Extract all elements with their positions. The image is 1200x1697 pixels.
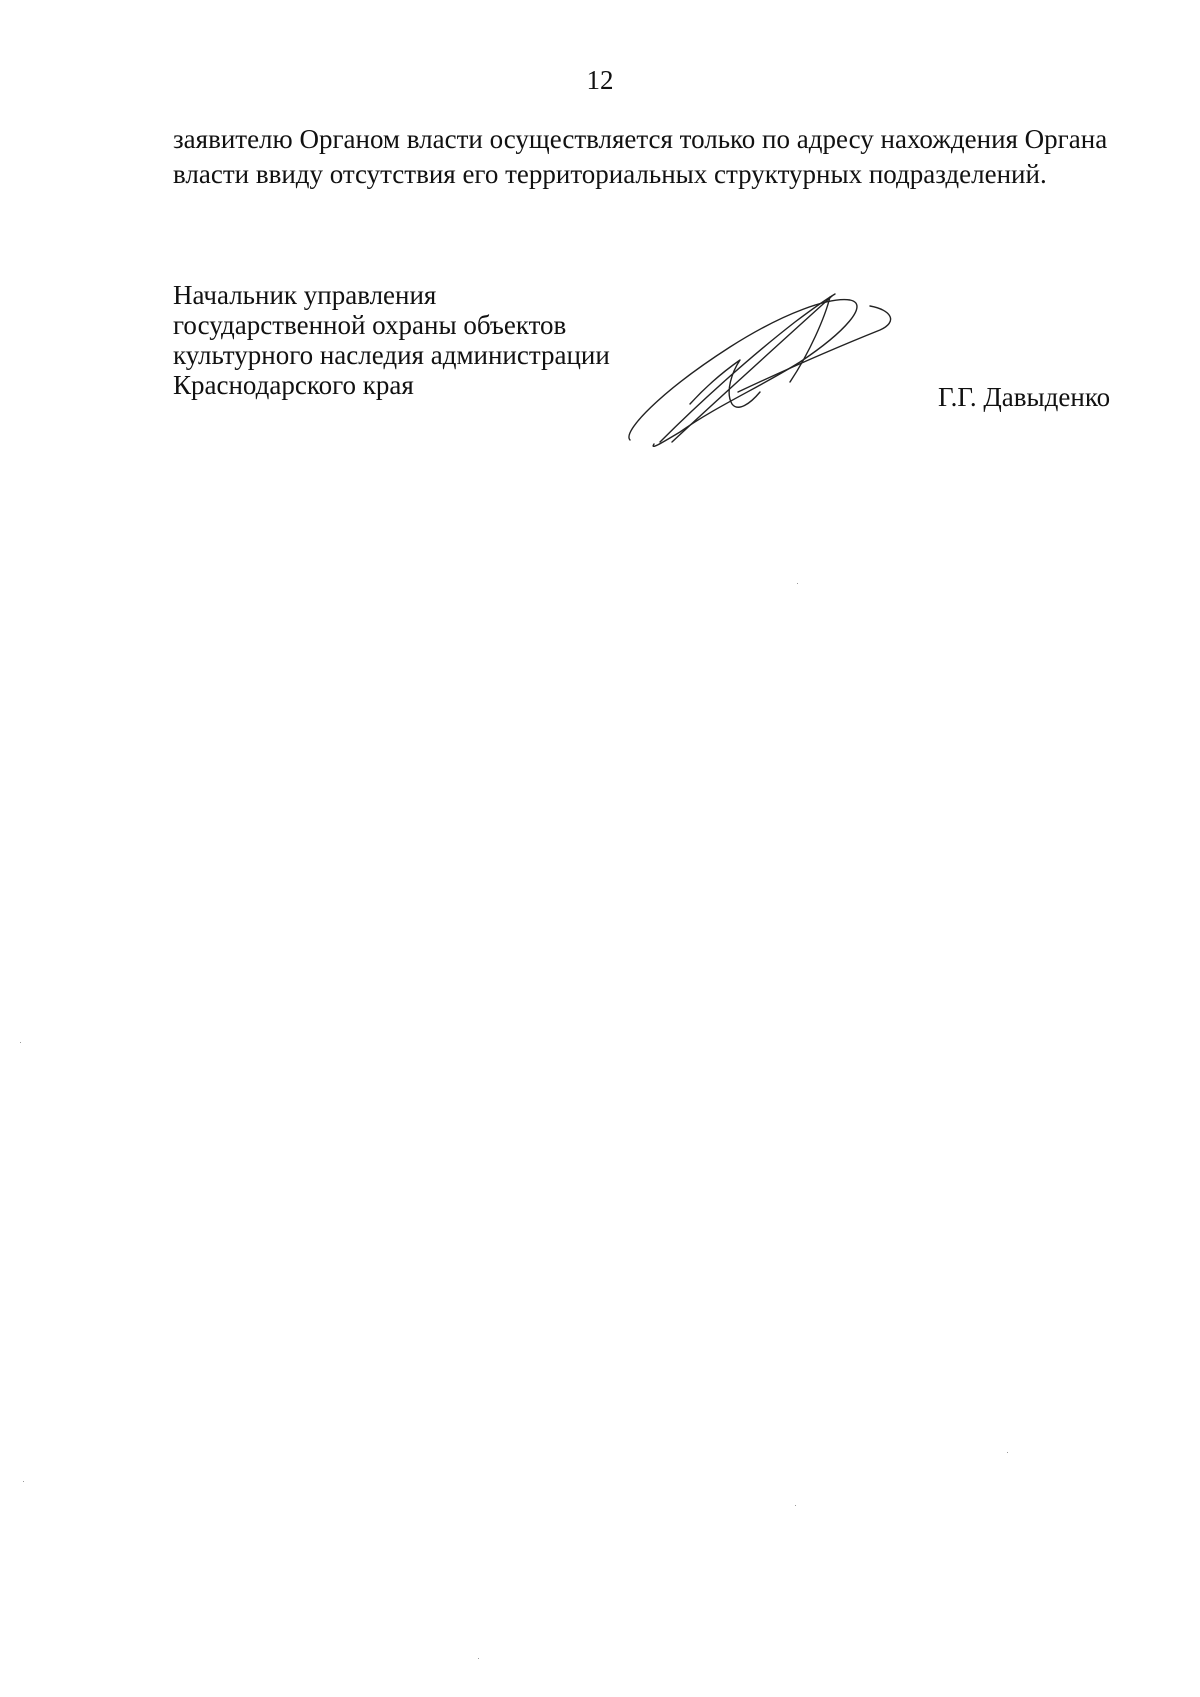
scan-speck	[23, 1481, 24, 1482]
signature-strokes	[629, 294, 891, 446]
signer-name: Г.Г. Давыденко	[938, 382, 1111, 412]
position-line: Начальник управления	[173, 280, 437, 310]
scan-speck	[1007, 1452, 1008, 1453]
body-paragraph	[173, 122, 1163, 192]
position-line: Краснодарского края	[173, 370, 414, 400]
scan-speck	[478, 1658, 479, 1659]
scan-speck	[795, 1505, 796, 1506]
position-line: государственной охраны объектов	[173, 310, 567, 340]
body-line: заявителю Органом власти осуществляется только по адресу нахождения Органа	[173, 124, 1108, 154]
signatory-position	[173, 280, 693, 400]
handwritten-signature-icon	[620, 292, 920, 452]
position-line: культурного наследия администрации	[173, 340, 610, 370]
scan-speck	[797, 583, 798, 584]
page-number: 12	[586, 65, 614, 95]
scan-speck	[20, 1042, 21, 1043]
body-line: власти ввиду отсутствия его территориальных структурных подразделений.	[173, 159, 1047, 189]
